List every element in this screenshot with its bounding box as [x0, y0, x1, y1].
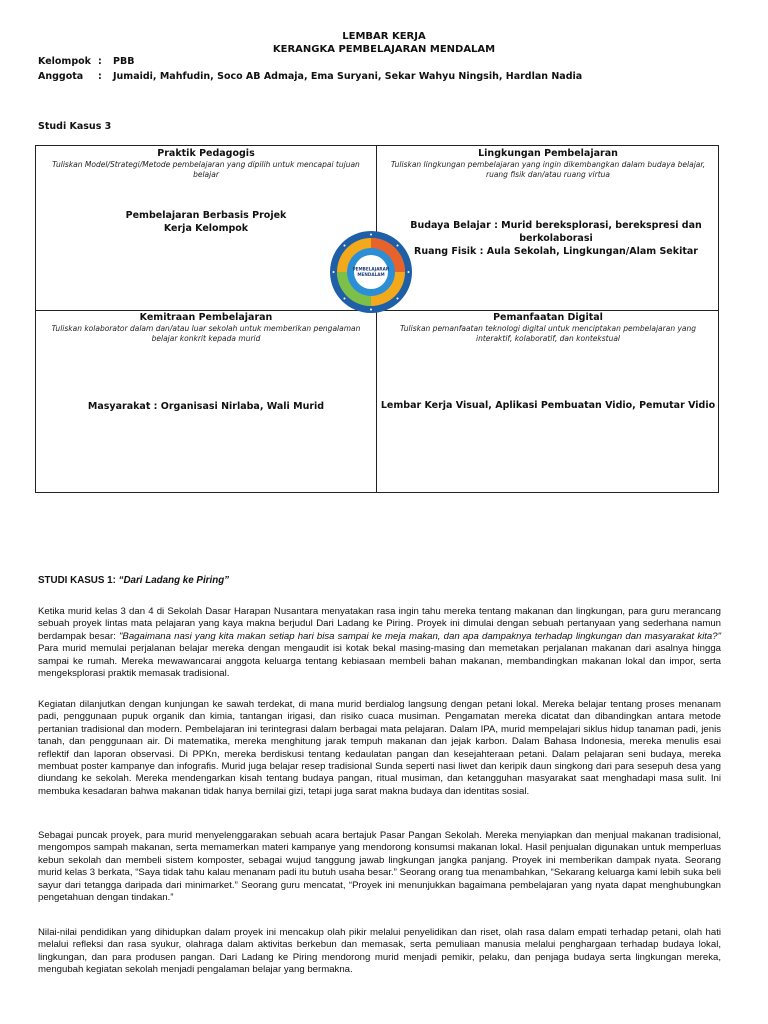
framework-grid — [35, 145, 719, 493]
partnership-cell — [40, 312, 372, 344]
partnership-answer-1: Masyarakat : Organisasi Nirlaba, Wali Murid — [87, 401, 325, 412]
doc-title: LEMBAR KERJA — [342, 31, 426, 42]
pedagogy-desc: Tuliskan Model/Strategi/Metode pembelajaran yang dipilih untuk mencapai tujuan belajar — [52, 160, 360, 179]
environment-cell — [380, 148, 716, 180]
pedagogy-answer-2: Kerja Kelompok — [163, 223, 249, 234]
pedagogy-answer — [40, 209, 372, 235]
digital-title: Pemanfaatan Digital — [493, 312, 603, 323]
digital-desc: Tuliskan pemanfaatan teknologi digital untuk menciptakan pembelajaran yang interaktif, kolaboratif, dan kontekstual — [399, 324, 697, 343]
story-paragraph-1 — [38, 606, 721, 680]
digital-cell — [380, 312, 716, 344]
partnership-desc: Tuliskan kolaborator dalam dan/atau luar sekolah untuk memberikan pengalaman belajar konkrit kepada murid — [51, 324, 361, 343]
pedagogy-cell — [40, 148, 372, 180]
doc-subtitle: KERANGKA PEMBELAJARAN MENDALAM — [272, 44, 496, 55]
case-label: Studi Kasus 3 — [38, 121, 112, 132]
environment-answer — [406, 219, 706, 258]
digital-answer-1: Lembar Kerja Visual, Aplikasi Pembuatan Vidio, Pemutar Vidio — [380, 400, 716, 411]
members-label: Anggota — [38, 71, 84, 82]
emblem-text-1: PEMBELAJARAN — [352, 266, 390, 272]
story-paragraph-2: Kegiatan dilanjutkan dengan kunjungan ke sawah terdekat, di mana murid berdialog langsung dengan petani lokal. Mereka belajar tentang proses menanam padi, penggunaan pupuk organik dan kimia, tantangan irigasi, dan risiko cuaca musiman. Pengamatan mereka dicatat dan dibandingkan antara metode pertanian tradisional dan modern. Pembelajaran ini terintegrasi dalam berbagai mata pelajaran. Dalam IPA, murid mempelajari siklus hidup tanaman padi, jenis tanah, dan penggunaan air. Di matematika, mereka menghitung jarak tempuh makanan dan jejak karbon. Dalam Bahasa Indonesia, mereka menulis esai reflektif dan laporan observasi. Di PPKn, mereka berdiskusi tentang kedaulatan pangan dan kesejahteraan petani. Dalam pelajaran seni budaya, mereka membuat poster kampanye dan infografis. Murid juga belajar resep tradisional Sunda seperti nasi liwet dan keripik daun singkong dari para sesepuh desa yang diundang ke sekolah. Mereka mendengarkan kisah tentang budaya pangan, ritual musiman, dan ketangguhan masyarakat saat menghadapi masa sulit. Ini membuka kesadaran bahwa makanan tidak hanya bernilai gizi, tetapi juga sarat makna budaya dan identitas sosial. — [38, 699, 721, 797]
partnership-answer — [40, 400, 372, 413]
members-value: Jumaidi, Mahfudin, Soco AB Admaja, Ema Suryani, Sekar Wahyu Ningsih, Hardlan Nadia — [113, 71, 583, 82]
p1-rest: Para murid memulai perjalanan belajar mereka dengan mengaudit isi kotak bekal masing-masing dan memetakan perjalanan makanan dari asalnya hingga sampai ke rumah. Mereka mewawancarai anggota keluarga tentang kebiasaan membeli bahan makanan, membandingkan makanan lokal dan impor, serta mengeksplorasi praktik memasak tradisional. — [38, 643, 721, 680]
grid-divider-vertical — [376, 146, 377, 492]
pedagogy-answer-1: Pembelajaran Berbasis Projek — [125, 210, 287, 221]
members-row — [38, 71, 582, 83]
environment-answer-2: Ruang Fisik : Aula Sekolah, Lingkungan/Alam Sekitar — [414, 246, 698, 257]
group-label: Kelompok — [38, 56, 91, 67]
deep-learning-emblem-icon — [329, 230, 413, 314]
story-heading — [38, 575, 229, 586]
group-row — [38, 56, 134, 68]
p1-intro: Ketika murid kelas 3 dan 4 di Sekolah Dasar Harapan Nusantara menyatakan rasa ingin tahu mereka tentang makanan dan lingkungan, para guru merancang sebuah proyek lintas mata pelajaran yang kaya makna berjudul Dari Ladang ke Piring. Proyek ini dimulai dengan sebuah pertanyaan yang sederhana namun berdampak besar: — [38, 606, 721, 642]
colon: : — [98, 56, 102, 67]
digital-answer — [380, 399, 716, 412]
p1-question: "Bagaimana nasi yang kita makan setiap hari bisa sampai ke meja makan, dan apa dampaknya terhadap lingkungan dan masyarakat kita?" — [119, 630, 721, 642]
environment-answer-1: Budaya Belajar : Murid bereksplorasi, berekspresi dan berkolaborasi — [410, 220, 702, 244]
story-paragraph-4: Nilai-nilai pendidikan yang dihidupkan dalam proyek ini mencakup olah pikir melalui penyelidikan dan riset, olah rasa dalam empati terhadap petani, olah hati melalui refleksi dan rasa syukur, olahraga dalam aktivitas berkebun dan memasak, serta pemuliaan manusia melalui penghargaan terhadap budaya lokal, lingkungan, dan para produsen pangan. Dari Ladang ke Piring mendorong murid menjadi pemikir, pelaku, dan penjaga budaya serta lingkungan mereka, mengubah kegiatan sekolah menjadi pengalaman belajar yang bermakna. — [38, 927, 721, 976]
group-value: PBB — [113, 56, 135, 67]
partnership-title: Kemitraan Pembelajaran — [139, 312, 273, 323]
story-paragraph-3: Sebagai puncak proyek, para murid menyelenggarakan sebuah acara bertajuk Pasar Pangan Sekolah. Mereka menyiapkan dan menjual makanan tradisional, mengompos sampah makanan, serta memamerkan materi kampanye yang mendorong konsumsi makanan lokal. Hasil penjualan digunakan untuk memperluas kebun sekolah dan membeli sistem komposter, sebagai wujud tanggung jawab lingkungan jangka panjang. Proyek ini memberikan dampak nyata. Seorang murid kelas 3 berkata, “Saya tidak tahu kalau menanam padi itu butuh usaha besar.” Seorang orang tua menambahkan, “Sekarang keluarga kami lebih suka beli sayur dari tetangga daripada dari minimarket.” Seorang guru mencatat, “Proyek ini menunjukkan bagaimana pembelajaran yang nyata dapat menghubungkan pengetahuan dengan tindakan.” — [38, 830, 721, 904]
environment-title: Lingkungan Pembelajaran — [478, 148, 618, 159]
pedagogy-title: Praktik Pedagogis — [157, 148, 255, 159]
environment-desc: Tuliskan lingkungan pembelajaran yang ingin dikembangkan dalam budaya belajar, ruang fisik dan/atau ruang virtua — [390, 160, 706, 179]
story-heading-prefix: STUDI KASUS 1: — [38, 575, 119, 586]
emblem-text-2: MENDALAM — [357, 272, 385, 277]
story-heading-title: “Dari Ladang ke Piring” — [118, 575, 230, 586]
colon: : — [98, 71, 102, 82]
